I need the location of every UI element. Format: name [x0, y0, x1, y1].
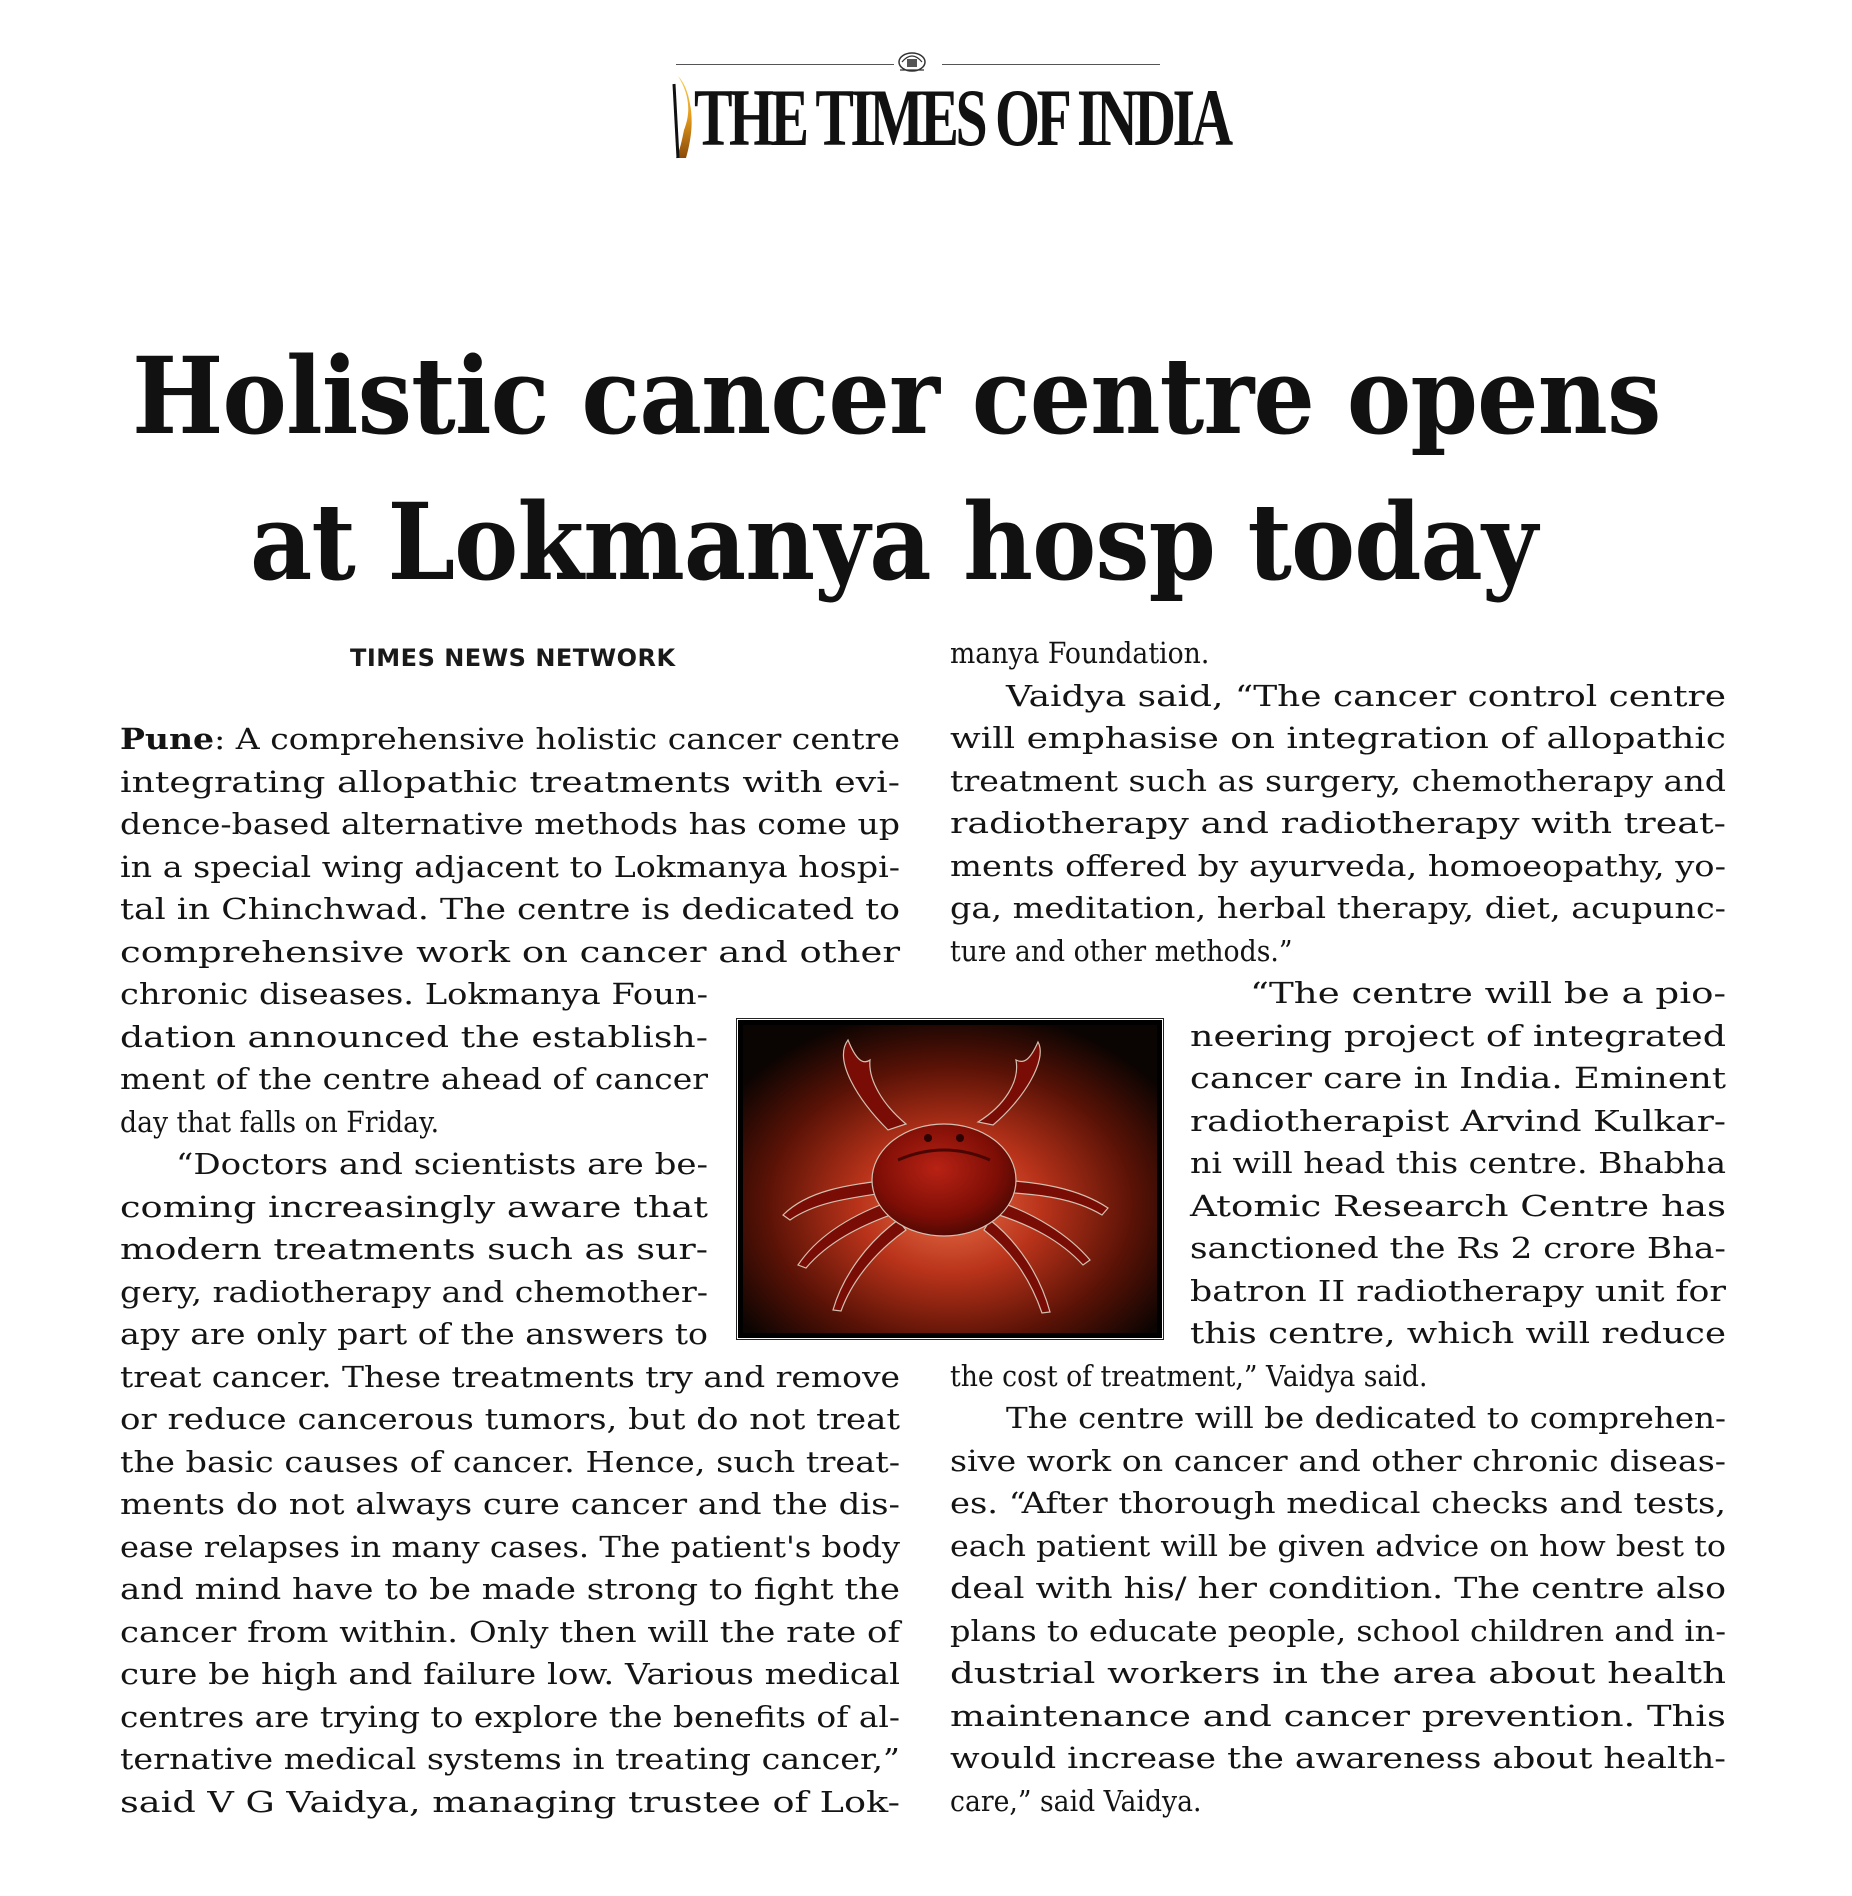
- article-line: [120, 761, 900, 804]
- article-line-text: ease relapses in many cases. The patient's body: [120, 1529, 901, 1564]
- article-line-text: sanctioned the Rs 2 crore Bha-: [1190, 1231, 1726, 1265]
- article-line-text: ments offered by ayurveda, homoeopathy, yo-: [950, 848, 1726, 883]
- article-line: [120, 1398, 900, 1441]
- article-line-text: cancer care in India. Eminent: [1190, 1061, 1727, 1095]
- article-line: [950, 887, 1726, 930]
- article-line-text: batron II radiotherapy unit for: [1190, 1273, 1727, 1308]
- article-line-text: radiotherapist Arvind Kulkar-: [1190, 1103, 1726, 1138]
- article-line-text: dation announced the establish-: [120, 1019, 708, 1054]
- article-line-text: the basic causes of cancer. Hence, such treat-: [120, 1444, 901, 1479]
- article-line: [950, 1355, 1726, 1398]
- article-line-text: would increase the awareness about health-: [950, 1741, 1727, 1775]
- article-line-text: each patient will be given advice on how best to: [950, 1528, 1727, 1563]
- article-line-text: and mind have to be made strong to fight the: [120, 1572, 901, 1606]
- article-line-text: deal with his/ her condition. The centre also: [950, 1571, 1727, 1605]
- article-line-text: gery, radiotherapy and chemother-: [120, 1274, 709, 1309]
- article-line-text: plans to educate people, school children and in-: [950, 1613, 1727, 1648]
- article-line-text: : A comprehensive holistic cancer centre: [214, 722, 900, 756]
- article-line: [120, 1441, 900, 1484]
- crab-icon: [738, 1020, 1162, 1338]
- masthead: [668, 48, 1230, 174]
- article-line: [120, 1611, 900, 1654]
- article-line-text: tal in Chinchwad. The centre is dedicated to: [120, 892, 901, 926]
- article-line-text: modern treatments such as sur-: [120, 1232, 709, 1266]
- article-line: [120, 803, 900, 846]
- article-line-text: ment of the centre ahead of cancer: [120, 1062, 708, 1096]
- article-line-text: cure be high and failure low. Various medical: [120, 1657, 901, 1691]
- article-line-text: ga, meditation, herbal therapy, diet, acupunc-: [950, 891, 1726, 925]
- article-line: [120, 1696, 900, 1739]
- article-line: [120, 1568, 900, 1611]
- article-line: [950, 1482, 1726, 1525]
- article-line-text: “Doctors and scientists are be-: [176, 1147, 709, 1181]
- article-line: [950, 1567, 1726, 1610]
- article-line: [950, 1780, 1726, 1823]
- article-line: [120, 1483, 900, 1526]
- article-line-text: neering project of integrated: [1190, 1018, 1727, 1053]
- article-line-text: centres are trying to explore the benefits of al-: [120, 1699, 901, 1734]
- article-line-text: care,” said Vaidya.: [950, 1783, 1202, 1818]
- article-line-text: apy are only part of the answers to: [120, 1317, 709, 1351]
- article-line-text: comprehensive work on cancer and other: [120, 934, 901, 969]
- article-line: [120, 888, 900, 931]
- article-line-text: will emphasise on integration of allopathic: [950, 721, 1726, 755]
- article-line: [950, 1695, 1726, 1738]
- article-line: [950, 717, 1726, 760]
- article-line-text: cancer from within. Only then will the rate of: [120, 1614, 901, 1649]
- dateline: Pune: [120, 722, 215, 756]
- article-line: [120, 931, 900, 974]
- article-line-text: this centre, which will reduce: [1190, 1316, 1726, 1350]
- article-line: [950, 845, 1726, 888]
- article-line: [950, 1610, 1726, 1653]
- article-line-text: Atomic Research Centre has: [1190, 1188, 1727, 1223]
- article-line-text: coming increasingly aware that: [120, 1189, 709, 1224]
- article-line: [950, 675, 1726, 718]
- article-line: [950, 632, 1726, 675]
- article-line-text: radiotherapy and radiotherapy with treat-: [950, 806, 1727, 840]
- article-line: [950, 1397, 1726, 1440]
- article-line-text: es. “After thorough medical checks and tests,: [950, 1486, 1726, 1520]
- article-line: [950, 1652, 1726, 1695]
- article-line: [120, 1526, 900, 1569]
- article-line-text: or reduce cancerous tumors, but do not treat: [120, 1402, 901, 1436]
- article-line-text: chronic diseases. Lokmanya Foun-: [120, 977, 709, 1011]
- article-line: [950, 972, 1726, 1015]
- headline-line-1: Holistic cancer centre opens: [132, 333, 1661, 458]
- byline: TIMES NEWS NETWORK: [350, 644, 676, 672]
- article-line: [950, 1525, 1726, 1568]
- article-line-text: manya Foundation.: [950, 636, 1210, 670]
- article-line-text: treat cancer. These treatments try and remove: [120, 1359, 901, 1394]
- article-line-text: the cost of treatment,” Vaidya said.: [950, 1358, 1428, 1393]
- publication-name: THE TIMES OF INDIA: [694, 72, 1230, 163]
- article-line-text: said V G Vaidya, managing trustee of Lok-: [120, 1784, 900, 1819]
- article-line: [120, 1781, 900, 1824]
- article-line-text: ni will head this centre. Bhabha: [1190, 1146, 1727, 1180]
- article-line-text: ture and other methods.”: [950, 933, 1293, 968]
- article-photo: [738, 1020, 1162, 1338]
- article-line-text: in a special wing adjacent to Lokmanya hospi-: [120, 849, 901, 884]
- article-line: [120, 718, 900, 761]
- article-line: [120, 973, 900, 1016]
- article-line: [120, 1738, 900, 1781]
- article-line-text: integrating allopathic treatments with evi-: [120, 764, 900, 799]
- article-line: [950, 1737, 1726, 1780]
- article-line: [120, 1356, 900, 1399]
- article-line-text: sive work on cancer and other chronic diseas-: [950, 1443, 1727, 1478]
- article-line-text: treatment such as surgery, chemotherapy and: [950, 763, 1727, 798]
- article-line-text: Vaidya said, “The cancer control centre: [1006, 678, 1726, 713]
- article-line-text: ments do not always cure cancer and the dis-: [120, 1487, 900, 1521]
- article-line: [950, 802, 1726, 845]
- article-line: [120, 846, 900, 889]
- article-line: [950, 760, 1726, 803]
- article-line: [950, 930, 1726, 973]
- article-line-text: ternative medical systems in treating cancer,”: [120, 1742, 900, 1776]
- article-line-text: The centre will be dedicated to comprehen-: [1006, 1401, 1726, 1435]
- oil-lamp-flame-icon: [672, 74, 696, 160]
- article-line-text: “The centre will be a pio-: [1250, 976, 1727, 1010]
- article-line-text: dence-based alternative methods has come up: [120, 807, 901, 841]
- article-line: [120, 1653, 900, 1696]
- article-line: [950, 1440, 1726, 1483]
- article-line-text: dustrial workers in the area about health: [950, 1656, 1727, 1690]
- article-line-text: maintenance and cancer prevention. This: [950, 1698, 1726, 1733]
- headline-line-2: at Lokmanya hosp today: [250, 479, 1537, 604]
- article-line-text: day that falls on Friday.: [120, 1104, 440, 1139]
